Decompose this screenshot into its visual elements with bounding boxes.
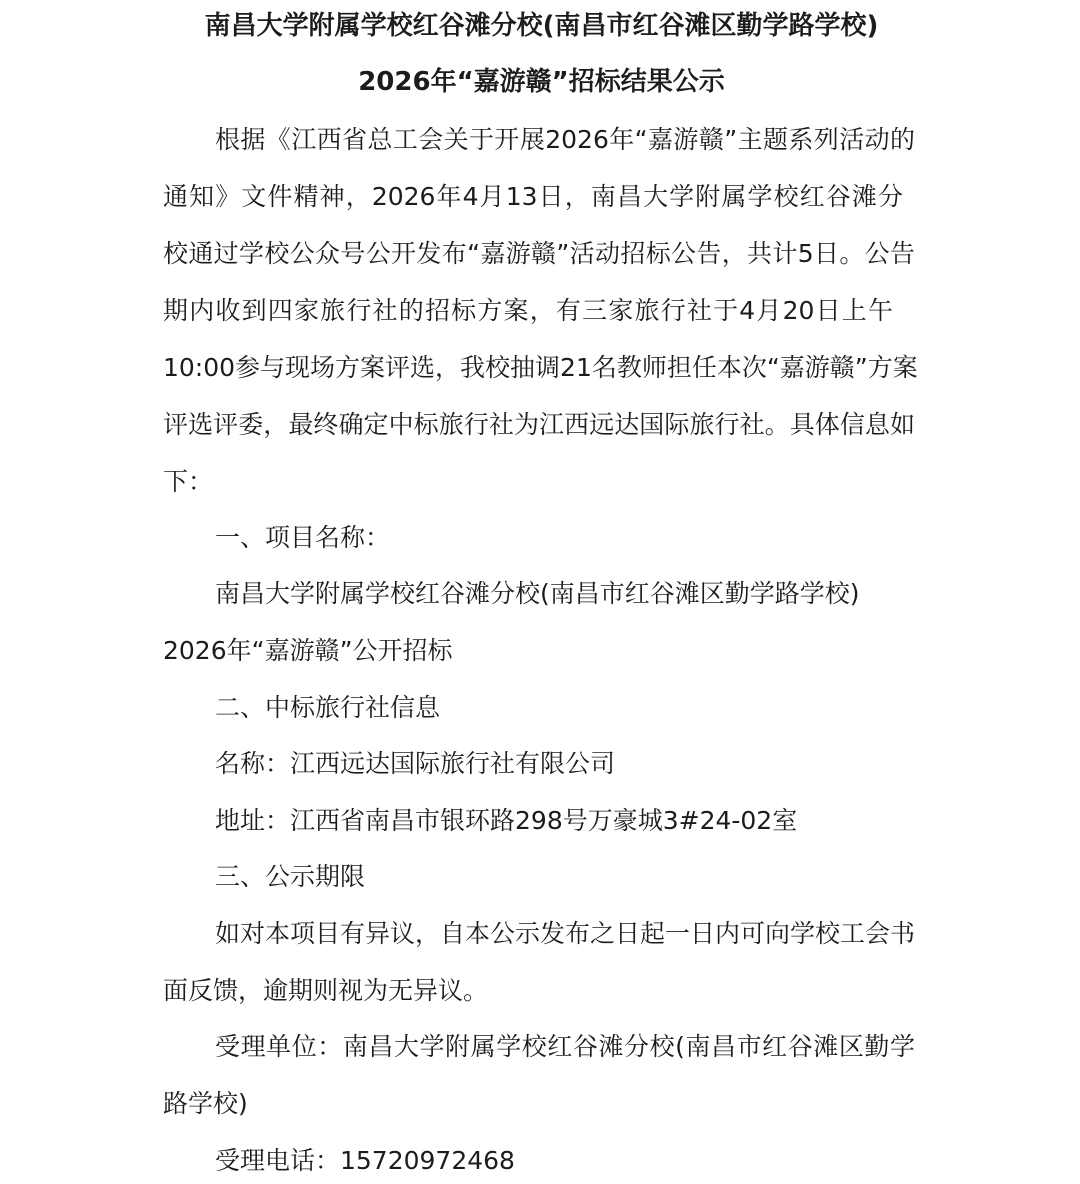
intro-line-2: 通知》文件精神，2026年4月13日，南昌大学附属学校红谷滩分 [163, 182, 903, 211]
winner-name: 名称：江西远达国际旅行社有限公司 [215, 749, 616, 778]
winner-address: 地址：江西省南昌市银环路298号万豪城3#24-02室 [215, 806, 798, 835]
intro-line-6: 评选评委，最终确定中标旅行社为江西远达国际旅行社。具体信息如 [163, 410, 915, 439]
project-name-line-1: 南昌大学附属学校红谷滩分校(南昌市红谷滩区勤学路学校) [215, 579, 860, 608]
notice-title-line-2: 2026年“嘉游赣”招标结果公示 [358, 67, 725, 97]
project-name-line-2: 2026年“嘉游赣”公开招标 [163, 636, 453, 665]
receiving-unit-line-2: 路学校) [163, 1089, 248, 1118]
contact-phone: 受理电话：15720972468 [215, 1146, 515, 1175]
intro-line-1: 根据《江西省总工会关于开展2026年“嘉游赣”主题系列活动的 [215, 125, 915, 154]
receiving-unit-line-1: 受理单位：南昌大学附属学校红谷滩分校(南昌市红谷滩区勤学 [215, 1032, 915, 1061]
intro-line-7: 下： [163, 467, 214, 496]
notice-title-line-1: 南昌大学附属学校红谷滩分校(南昌市红谷滩区勤学路学校) [204, 11, 879, 41]
objection-line-2: 面反馈，逾期则视为无异议。 [163, 976, 489, 1005]
objection-line-1: 如对本项目有异议，自本公示发布之日起一日内可向学校工会书 [215, 919, 916, 948]
section-heading-publicity-period: 三、公示期限 [215, 862, 366, 891]
intro-line-3: 校通过学校公众号公开发布“嘉游赣”活动招标公告，共计5日。公告 [163, 239, 915, 268]
section-heading-project-name: 一、项目名称： [215, 523, 391, 552]
intro-line-5: 10:00参与现场方案评选，我校抽调21名教师担任本次“嘉游赣”方案 [163, 353, 918, 382]
section-heading-winner-info: 二、中标旅行社信息 [215, 693, 441, 722]
intro-line-4: 期内收到四家旅行社的招标方案，有三家旅行社于4月20日上午 [163, 296, 893, 325]
